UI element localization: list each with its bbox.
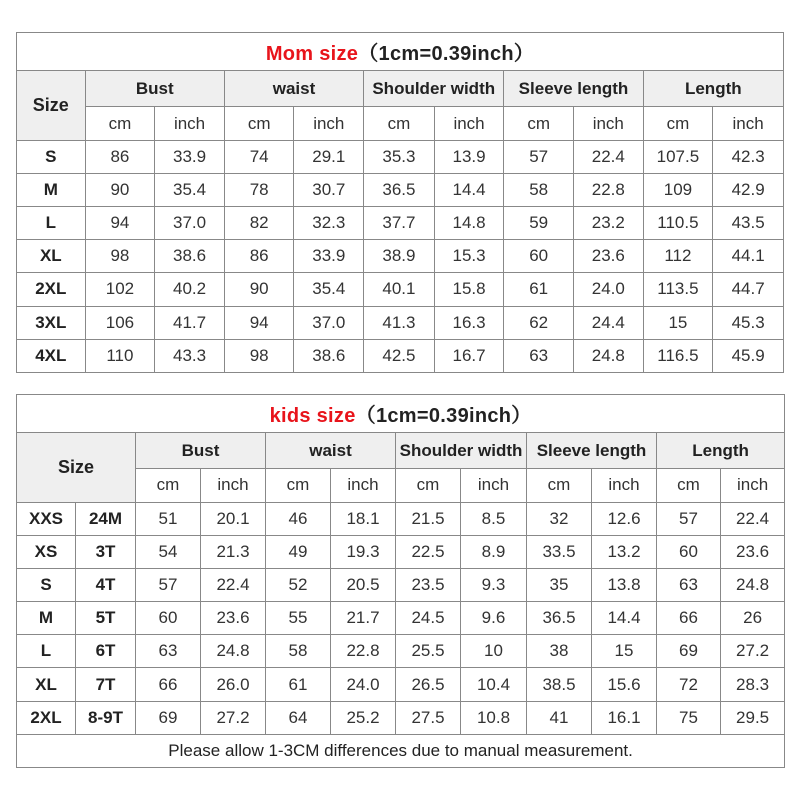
measurement-cell: 28.3 [721, 668, 785, 701]
table-row [17, 602, 785, 635]
measurement-cell: 22.8 [573, 173, 643, 206]
measurement-cell: 25.5 [396, 635, 461, 668]
measurement-cell: 27.2 [201, 701, 266, 734]
measurement-cell: 106 [85, 306, 155, 339]
kids-title-conversion: （1cm=0.39inch） [355, 405, 532, 428]
measurement-cell: 15 [643, 306, 713, 339]
unit-cm: cm [527, 469, 592, 502]
measurement-cell: 98 [85, 240, 155, 273]
measurement-cell: 69 [657, 635, 721, 668]
size-label-cell: XL [17, 668, 76, 701]
table-row [17, 173, 784, 206]
measurement-cell: 86 [85, 140, 155, 173]
measurement-cell: 90 [224, 273, 294, 306]
measurement-cell: 13.2 [592, 535, 657, 568]
measurement-cell: 29.5 [721, 701, 785, 734]
measurement-cell: 14.4 [592, 602, 657, 635]
measurement-cell: 13.8 [592, 568, 657, 601]
measurement-cell: 58 [504, 173, 574, 206]
measurement-cell: 16.3 [434, 306, 504, 339]
table-row [17, 306, 784, 339]
measurement-cell: 43.3 [155, 339, 225, 372]
measurement-cell: 23.2 [573, 207, 643, 240]
kids-group-sleeve: Sleeve length [527, 433, 657, 469]
kids-table-title [17, 395, 785, 433]
unit-cm: cm [504, 107, 574, 140]
size-label-cell: S [17, 568, 76, 601]
measurement-cell: 9.6 [461, 602, 527, 635]
measurement-cell: 20.5 [331, 568, 396, 601]
unit-inch: inch [294, 107, 364, 140]
measurement-cell: 30.7 [294, 173, 364, 206]
measurement-cell: 26.0 [201, 668, 266, 701]
unit-inch: inch [461, 469, 527, 502]
measurement-cell: 27.5 [396, 701, 461, 734]
measurement-cell: 35.4 [294, 273, 364, 306]
size-label-cell: 6T [76, 635, 136, 668]
measurement-cell: 12.6 [592, 502, 657, 535]
measurement-cell: 33.9 [155, 140, 225, 173]
measurement-cell: 110 [85, 339, 155, 372]
measurement-cell: 21.3 [201, 535, 266, 568]
measurement-cell: 38.9 [364, 240, 435, 273]
measurement-cell: 32.3 [294, 207, 364, 240]
measurement-cell: 63 [136, 635, 201, 668]
measurement-cell: 35.4 [155, 173, 225, 206]
measurement-cell: 18.1 [331, 502, 396, 535]
size-label-cell: XS [17, 535, 76, 568]
unit-inch: inch [434, 107, 504, 140]
measurement-cell: 16.1 [592, 701, 657, 734]
measurement-cell: 33.5 [527, 535, 592, 568]
measurement-cell: 21.7 [331, 602, 396, 635]
measurement-cell: 62 [504, 306, 574, 339]
measurement-cell: 13.9 [434, 140, 504, 173]
unit-inch: inch [331, 469, 396, 502]
unit-cm: cm [136, 469, 201, 502]
measurement-cell: 57 [504, 140, 574, 173]
mom-title-conversion: （1cm=0.39inch） [358, 43, 535, 66]
measurement-cell: 72 [657, 668, 721, 701]
measurement-cell: 23.6 [201, 602, 266, 635]
measurement-cell: 42.3 [713, 140, 784, 173]
measurement-cell: 102 [85, 273, 155, 306]
measurement-cell: 55 [266, 602, 331, 635]
measurement-cell: 38.6 [155, 240, 225, 273]
unit-inch: inch [573, 107, 643, 140]
mom-group-shoulder: Shoulder width [364, 71, 504, 107]
measurement-cell: 86 [224, 240, 294, 273]
measurement-cell: 9.3 [461, 568, 527, 601]
kids-group-shoulder: Shoulder width [396, 433, 527, 469]
mom-title-label: Mom size [265, 43, 359, 66]
measurement-cell: 44.7 [713, 273, 784, 306]
measurement-cell: 42.5 [364, 339, 435, 372]
measurement-cell: 109 [643, 173, 713, 206]
unit-inch: inch [721, 469, 785, 502]
size-label-cell: 2XL [17, 273, 86, 306]
measurement-cell: 15.6 [592, 668, 657, 701]
measurement-cell: 63 [504, 339, 574, 372]
table-row [17, 568, 785, 601]
measurement-cell: 98 [224, 339, 294, 372]
mom-group-sleeve: Sleeve length [504, 71, 643, 107]
measurement-cell: 38.6 [294, 339, 364, 372]
measurement-cell: 45.3 [713, 306, 784, 339]
measurement-cell: 24.8 [721, 568, 785, 601]
measurement-cell: 44.1 [713, 240, 784, 273]
measurement-cell: 23.5 [396, 568, 461, 601]
measurement-cell: 22.4 [201, 568, 266, 601]
measurement-cell: 41.7 [155, 306, 225, 339]
unit-cm: cm [657, 469, 721, 502]
kids-group-bust: Bust [136, 433, 266, 469]
measurement-cell: 10.4 [461, 668, 527, 701]
measurement-cell: 36.5 [527, 602, 592, 635]
measurement-cell: 45.9 [713, 339, 784, 372]
unit-cm: cm [266, 469, 331, 502]
mom-size-header: Size [17, 71, 86, 140]
size-label-cell: L [17, 635, 76, 668]
size-label-cell: XL [17, 240, 86, 273]
measurement-cell: 49 [266, 535, 331, 568]
measurement-note: Please allow 1-3CM differences due to manual measurement. [17, 734, 785, 767]
measurement-cell: 64 [266, 701, 331, 734]
measurement-cell: 78 [224, 173, 294, 206]
table-row [17, 535, 785, 568]
measurement-cell: 54 [136, 535, 201, 568]
measurement-cell: 35.3 [364, 140, 435, 173]
measurement-cell: 24.4 [573, 306, 643, 339]
kids-group-waist: waist [266, 433, 396, 469]
mom-group-bust: Bust [85, 71, 224, 107]
unit-inch: inch [713, 107, 784, 140]
measurement-cell: 110.5 [643, 207, 713, 240]
measurement-cell: 33.9 [294, 240, 364, 273]
measurement-cell: 38.5 [527, 668, 592, 701]
measurement-cell: 57 [136, 568, 201, 601]
measurement-cell: 94 [85, 207, 155, 240]
measurement-cell: 37.0 [294, 306, 364, 339]
measurement-cell: 14.8 [434, 207, 504, 240]
table-row [17, 140, 784, 173]
table-row [17, 701, 785, 734]
mom-size-table [16, 32, 784, 373]
kids-title-label: kids size [269, 405, 356, 428]
size-label-cell: 4T [76, 568, 136, 601]
measurement-cell: 60 [504, 240, 574, 273]
measurement-cell: 10.8 [461, 701, 527, 734]
measurement-cell: 27.2 [721, 635, 785, 668]
unit-cm: cm [643, 107, 713, 140]
measurement-cell: 35 [527, 568, 592, 601]
size-label-cell: 7T [76, 668, 136, 701]
measurement-cell: 42.9 [713, 173, 784, 206]
measurement-cell: 19.3 [331, 535, 396, 568]
size-label-cell: L [17, 207, 86, 240]
measurement-cell: 69 [136, 701, 201, 734]
measurement-cell: 14.4 [434, 173, 504, 206]
unit-cm: cm [224, 107, 294, 140]
measurement-cell: 23.6 [573, 240, 643, 273]
table-row [17, 635, 785, 668]
measurement-cell: 66 [136, 668, 201, 701]
measurement-cell: 60 [136, 602, 201, 635]
measurement-cell: 23.6 [721, 535, 785, 568]
size-label-cell: XXS [17, 502, 76, 535]
table-row [17, 668, 785, 701]
kids-size-header: Size [17, 433, 136, 502]
mom-group-waist: waist [224, 71, 363, 107]
measurement-cell: 113.5 [643, 273, 713, 306]
size-label-cell: M [17, 173, 86, 206]
measurement-cell: 66 [657, 602, 721, 635]
unit-inch: inch [201, 469, 266, 502]
table-row [17, 502, 785, 535]
measurement-cell: 15.8 [434, 273, 504, 306]
kids-table-body [17, 502, 785, 734]
measurement-cell: 37.0 [155, 207, 225, 240]
measurement-cell: 24.8 [201, 635, 266, 668]
measurement-cell: 8.9 [461, 535, 527, 568]
table-row [17, 240, 784, 273]
measurement-cell: 16.7 [434, 339, 504, 372]
unit-inch: inch [592, 469, 657, 502]
measurement-cell: 58 [266, 635, 331, 668]
kids-group-length: Length [657, 433, 785, 469]
measurement-cell: 15.3 [434, 240, 504, 273]
kids-size-table [16, 394, 785, 768]
size-label-cell: 24M [76, 502, 136, 535]
measurement-cell: 36.5 [364, 173, 435, 206]
measurement-cell: 59 [504, 207, 574, 240]
measurement-cell: 22.5 [396, 535, 461, 568]
measurement-cell: 32 [527, 502, 592, 535]
size-label-cell: 8-9T [76, 701, 136, 734]
mom-table-body [17, 140, 784, 372]
mom-group-length: Length [643, 71, 783, 107]
measurement-cell: 41.3 [364, 306, 435, 339]
measurement-cell: 25.2 [331, 701, 396, 734]
measurement-cell: 40.2 [155, 273, 225, 306]
measurement-cell: 26 [721, 602, 785, 635]
unit-cm: cm [396, 469, 461, 502]
measurement-cell: 57 [657, 502, 721, 535]
measurement-cell: 10 [461, 635, 527, 668]
measurement-cell: 26.5 [396, 668, 461, 701]
measurement-cell: 90 [85, 173, 155, 206]
measurement-cell: 61 [266, 668, 331, 701]
table-row [17, 273, 784, 306]
measurement-cell: 52 [266, 568, 331, 601]
measurement-cell: 24.5 [396, 602, 461, 635]
measurement-cell: 22.4 [721, 502, 785, 535]
measurement-cell: 112 [643, 240, 713, 273]
measurement-cell: 63 [657, 568, 721, 601]
measurement-cell: 75 [657, 701, 721, 734]
table-row [17, 339, 784, 372]
measurement-cell: 61 [504, 273, 574, 306]
size-label-cell: 3XL [17, 306, 86, 339]
measurement-cell: 37.7 [364, 207, 435, 240]
mom-unit-row [17, 107, 784, 140]
measurement-cell: 24.0 [331, 668, 396, 701]
measurement-cell: 43.5 [713, 207, 784, 240]
size-label-cell: 3T [76, 535, 136, 568]
measurement-cell: 60 [657, 535, 721, 568]
measurement-cell: 94 [224, 306, 294, 339]
measurement-cell: 116.5 [643, 339, 713, 372]
measurement-cell: 38 [527, 635, 592, 668]
size-label-cell: 5T [76, 602, 136, 635]
size-label-cell: 4XL [17, 339, 86, 372]
measurement-cell: 24.8 [573, 339, 643, 372]
size-label-cell: 2XL [17, 701, 76, 734]
measurement-cell: 40.1 [364, 273, 435, 306]
unit-inch: inch [155, 107, 225, 140]
measurement-cell: 29.1 [294, 140, 364, 173]
measurement-cell: 24.0 [573, 273, 643, 306]
mom-table-title [17, 33, 784, 71]
measurement-cell: 51 [136, 502, 201, 535]
measurement-cell: 21.5 [396, 502, 461, 535]
measurement-cell: 41 [527, 701, 592, 734]
table-row [17, 207, 784, 240]
measurement-cell: 20.1 [201, 502, 266, 535]
measurement-cell: 46 [266, 502, 331, 535]
unit-cm: cm [85, 107, 155, 140]
measurement-cell: 22.4 [573, 140, 643, 173]
size-label-cell: S [17, 140, 86, 173]
unit-cm: cm [364, 107, 435, 140]
measurement-cell: 8.5 [461, 502, 527, 535]
measurement-cell: 15 [592, 635, 657, 668]
measurement-cell: 107.5 [643, 140, 713, 173]
size-label-cell: M [17, 602, 76, 635]
measurement-cell: 74 [224, 140, 294, 173]
measurement-cell: 22.8 [331, 635, 396, 668]
measurement-cell: 82 [224, 207, 294, 240]
